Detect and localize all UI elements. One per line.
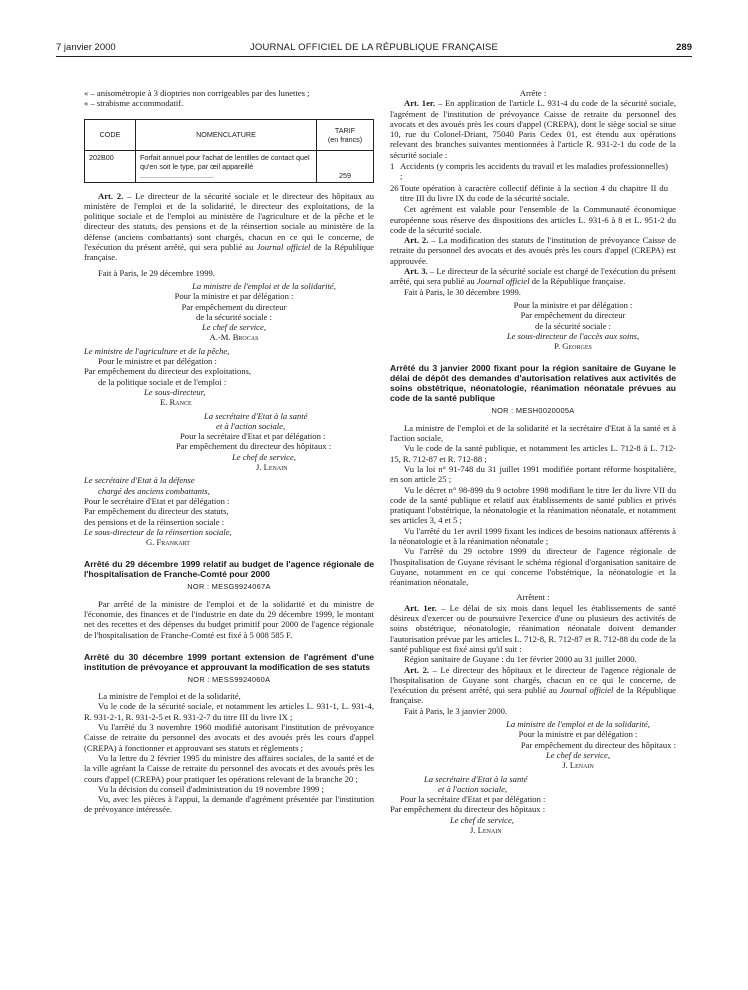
decree-paragraph: Vu, avec les pièces à l'appui, la demande d'agrément présentée par l'institution de prévoyance intéressée. xyxy=(84,794,374,815)
decree-text: Par arrêté de la ministre de l'emploi et de la solidarité et du ministre de l'économie, des finances et de l'industrie en date du 29 décembre 1999, le montant net des recettes et des dépenses du budget primitif pour 2000 de l'agence régionale de l'hospitalisation de Franche-Comté est fixé à 5 008 585 F. xyxy=(84,598,374,640)
page-header xyxy=(56,42,692,56)
article-label: Art. 1er. xyxy=(404,602,437,613)
decree-title: Arrêté du 29 décembre 1999 relatif au budget de l'agence régionale de l'hospitalisation de Franche-Comté pour 2000 xyxy=(84,559,374,580)
signatory-name: J. Lenain xyxy=(470,825,502,835)
bullet-item: « – strabisme accommodatif. xyxy=(84,98,184,109)
arrete-heading: Arrête : xyxy=(519,88,547,98)
left-column xyxy=(84,88,374,815)
col-header-nomenclature: NOMENCLATURE xyxy=(136,119,317,150)
article-label: Art. 2. xyxy=(98,190,124,201)
decree-title: Arrêté du 3 janvier 2000 fixant pour la région sanitaire de Guyane le délai de dépôt des demandes d'autorisation relatives aux activités de soins obstétrique, néonatologie, réanimation néonatale prévues au code de la santé publique xyxy=(390,363,676,404)
article-label: Art. 3. xyxy=(404,266,428,277)
header-page-number: 289 xyxy=(676,42,692,53)
signature-block: Le secrétaire d'Etat à la défense chargé des anciens combattants, Pour le secrétaire d'Etat et par délégation : Par empêchement du directeur des statuts, des pensions et de la réinsertion sociale : Le sous-directeur de la réinsertion sociale, G. Frankart xyxy=(84,475,374,547)
decree-paragraph: Vu le code de la santé publique, et notamment les articles L. 712-8 à L. 712-15, R. 712-87 et R. 712-88 ; xyxy=(390,443,676,464)
decree-paragraph: La ministre de l'emploi et de la solidarité, xyxy=(98,691,241,702)
col-header-tarif xyxy=(317,119,374,150)
signatory-name: A.-M. Brocas xyxy=(209,332,259,343)
article-2: Art. 2. – Le directeur des hôpitaux et le directeur de l'agence régionale de l'hospitalisation de Guyane sont chargés, chacun en ce qui le concerne, de l'exécution du présent arrêté, qui sera publié au Journal officiel de la République française. xyxy=(390,664,676,706)
header-rule xyxy=(56,56,692,57)
article-2: Art. 2. – Le directeur de la sécurité sociale et le directeur des hôpitaux au ministère de l'emploi et de la solidarité, le directeur des exploitations, de la politique sociale et de l'emploi au ministère de l'agriculture et de la pêche et le directeur des statuts, des pensions et de la réinsertion sociale au ministère de la défense (anciens combattants) sont chargés, chacun en ce qui le concerne, de l'exécution du présent arrêté, qui sera publié au Journal officiel de la République française. xyxy=(84,190,374,263)
decree-paragraph: Vu la décision du conseil d'administration du 19 novembre 1999 ; xyxy=(98,783,324,794)
decree-paragraph: Vu l'arrêté du 1er avril 1999 fixant les indices de besoins nationaux afférents à la néonatologie et à la réanimation néonatale ; xyxy=(390,525,676,546)
col-header-code: CODE xyxy=(85,119,136,150)
decree-paragraph: Vu le décret n° 98-899 du 9 octobre 1998 modifiant le titre Ier du livre VII du code de la santé publique et relatif aux établissements de santé publics et privés pratiquant l'obstétrique, la néonatologie et la réanimation néonatale, et notamment ses articles 3, 4 et 5 ; xyxy=(390,484,676,526)
table-header-row xyxy=(85,119,374,150)
signatory-name: J. Lenain xyxy=(256,462,288,473)
right-column xyxy=(390,88,676,835)
arretent-heading: Arrêtent : xyxy=(516,592,550,603)
article-label: Art. 2. xyxy=(404,664,430,675)
signature-block: Pour la ministre et par délégation : Par empêchement du directeur de la sécurité sociale : Le sous-directeur de l'accès aux soins, P. Georges xyxy=(390,300,676,351)
decree-paragraph: Vu l'arrêté du 3 novembre 1960 modifié autorisant l'institution de prévoyance Caisse de retraite du personnel des avocats et des avoués près les cours d'appel (CREPA) à fonctionner et approuvant ses statuts et règlements ; xyxy=(84,722,374,753)
tarif-table xyxy=(84,119,374,183)
header-journal-title: JOURNAL OFFICIEL DE LA RÉPUBLIQUE FRANÇAISE xyxy=(249,42,499,53)
fait-a-paris: Fait à Paris, le 3 janvier 2000. xyxy=(404,705,508,716)
decree-paragraph: La ministre de l'emploi et de la solidarité et la secrétaire d'Etat à la santé et à l'action sociale, xyxy=(390,422,676,444)
signatory-name: P. Georges xyxy=(554,341,592,352)
nor-reference: NOR : MESH0020005A xyxy=(491,406,575,416)
list-item: 1 Accidents (y compris les accidents du travail et les maladies professionnelles) ; xyxy=(390,161,668,182)
signature-block: La ministre de l'emploi et de la solidarité, Pour la ministre et par délégation : Par empêchement du directeur des hôpitaux : Le chef de service, J. Lenain xyxy=(390,719,676,770)
fait-a-paris: Fait à Paris, le 29 décembre 1999. xyxy=(98,267,215,278)
tarif-label: TARIF xyxy=(334,125,356,135)
list-item: 26Toute opération à caractère collectif définie à la section 4 du chapitre II du titre III du livre IX du code de la sécurité sociale. xyxy=(390,182,668,203)
fait-a-paris: Fait à Paris, le 30 décembre 1999. xyxy=(404,286,521,297)
signatory-name: J. Lenain xyxy=(562,760,594,771)
nor-reference: NOR : MESS9924060A xyxy=(187,674,271,684)
decree-paragraph: Vu la loi n° 91-748 du 31 juillet 1991 modifiée portant réforme hospitalière, en son article 25 ; xyxy=(390,463,676,485)
decree-paragraph: Vu la lettre du 2 février 1995 du ministre des affaires sociales, de la santé et de la ville agréant la Caisse de retraite du personnel des avocats et des avoués près les cours d'appel (CREPA) pour pratiquer les opérations relevant de la branche 20 ; xyxy=(84,752,374,784)
cell-nomenclature: Forfait annuel pour l'achat de lentilles de contact quel qu'en soit le type, par œil appareillé ..................................... xyxy=(136,150,317,182)
article-label: Art. 2. xyxy=(404,235,429,246)
article-3: Art. 3. – Le directeur de la sécurité sociale est chargé de l'exécution du présent arrêté, qui sera publié au Journal officiel de la République française. xyxy=(390,266,677,287)
decree-paragraph: Vu l'arrêté du 29 octobre 1999 du directeur de l'agence régionale de l'hospitalisation de Guyane révisant le schéma régional d'organisation sanitaire de Guyane, notamment en ce qui concerne l'obstétrique, la néonatologie et la réanimation néonatale, xyxy=(390,546,676,588)
nor-reference: NOR : MESG9924067A xyxy=(187,582,271,592)
article-label: Art. 1er. xyxy=(404,98,436,109)
article-1: Art. 1er. – En application de l'article L. 931-4 du code de la sécurité sociale, l'agrément de l'institution de prévoyance Caisse de retraite du personnel des avocats et des avoués près les cours d'appel (CREPA), dont le siège social se situe 10, rue du Colonel-Driant, 75040 Paris Cedex 01, est étendu aux opérations relevant des branches suivantes mentionnées à l'article R. 931-2-1 du code de la sécurité sociale : xyxy=(390,98,676,160)
cell-code: 202B00 xyxy=(85,150,136,182)
tarif-unit: (en francs) xyxy=(327,134,363,144)
cell-tarif: 259 xyxy=(317,150,374,182)
article-1: Art. 1er. – Le délai de six mois dans lequel les établissements de santé désireux d'exercer ou de poursuivre l'exercice d'une ou plusieurs des activités de soins obstétrique, néonatologie, réanimation néonatale doivent demander l'autorisation prévue par les articles L. 712-8, R. 712-87 et R. 712-88 du code de la santé publique est fixé ainsi qu'il suit : xyxy=(390,602,676,654)
signature-block: Le ministre de l'agriculture et de la pêche, Pour le ministre et par délégation : Par empêchement du directeur des exploitations, de la politique sociale et de l'emploi : Le sous-directeur, E. Rance xyxy=(84,346,374,408)
article-2: Art. 2. – La modification des statuts de l'institution de prévoyance Caisse de retraite du personnel des avocats et des avoués près les cours d'appel (CREPA) est approuvée. xyxy=(390,235,677,266)
signatory-name: E. Rance xyxy=(160,397,192,408)
region-line: Région sanitaire de Guyane : du 1er février 2000 au 31 juillet 2000. xyxy=(404,654,637,665)
decree-paragraph: Vu le code de la sécurité sociale, et notamment les articles L. 931-1, L. 931-4, R. 931-2-1, R. 931-2-5 et R. 931-2-7 du titre III du livre IX ; xyxy=(84,701,374,722)
signature-block: La secrétaire d'Etat à la santé et à l'action sociale, Pour la secrétaire d'Etat et par délégation : Par empêchement du directeur des hôpitaux : Le chef de service, J. Lenain xyxy=(84,411,374,473)
table-row xyxy=(85,150,374,182)
signature-block: La ministre de l'emploi et de la solidarité, Pour la ministre et par délégation : Par empêchement du directeur de la sécurité sociale : Le chef de service, A.-M. Brocas xyxy=(84,281,374,343)
header-date: 7 janvier 2000 xyxy=(56,42,116,53)
decree-title: Arrêté du 30 décembre 1999 portant extension de l'agrément d'une institution de prévoyance et approuvant la modification de ses statuts xyxy=(84,651,374,672)
signatory-name: G. Frankart xyxy=(146,537,190,548)
signature-block: La secrétaire d'Etat à la santé et à l'action sociale, Pour la secrétaire d'Etat et par délégation : Par empêchement du directeur des hôpitaux : Le chef de service, J. Lenain xyxy=(390,774,676,836)
bullet-item: « – anisométropie à 3 dioptries non corrigeables par des lunettes ; xyxy=(84,88,310,98)
agrement-paragraph: Cet agrément est valable pour l'ensemble de la Communauté économique européenne sous réserve des dispositions des articles L. 931-6 à 8 et L. 951-2 du code de la sécurité sociale. xyxy=(390,204,676,235)
